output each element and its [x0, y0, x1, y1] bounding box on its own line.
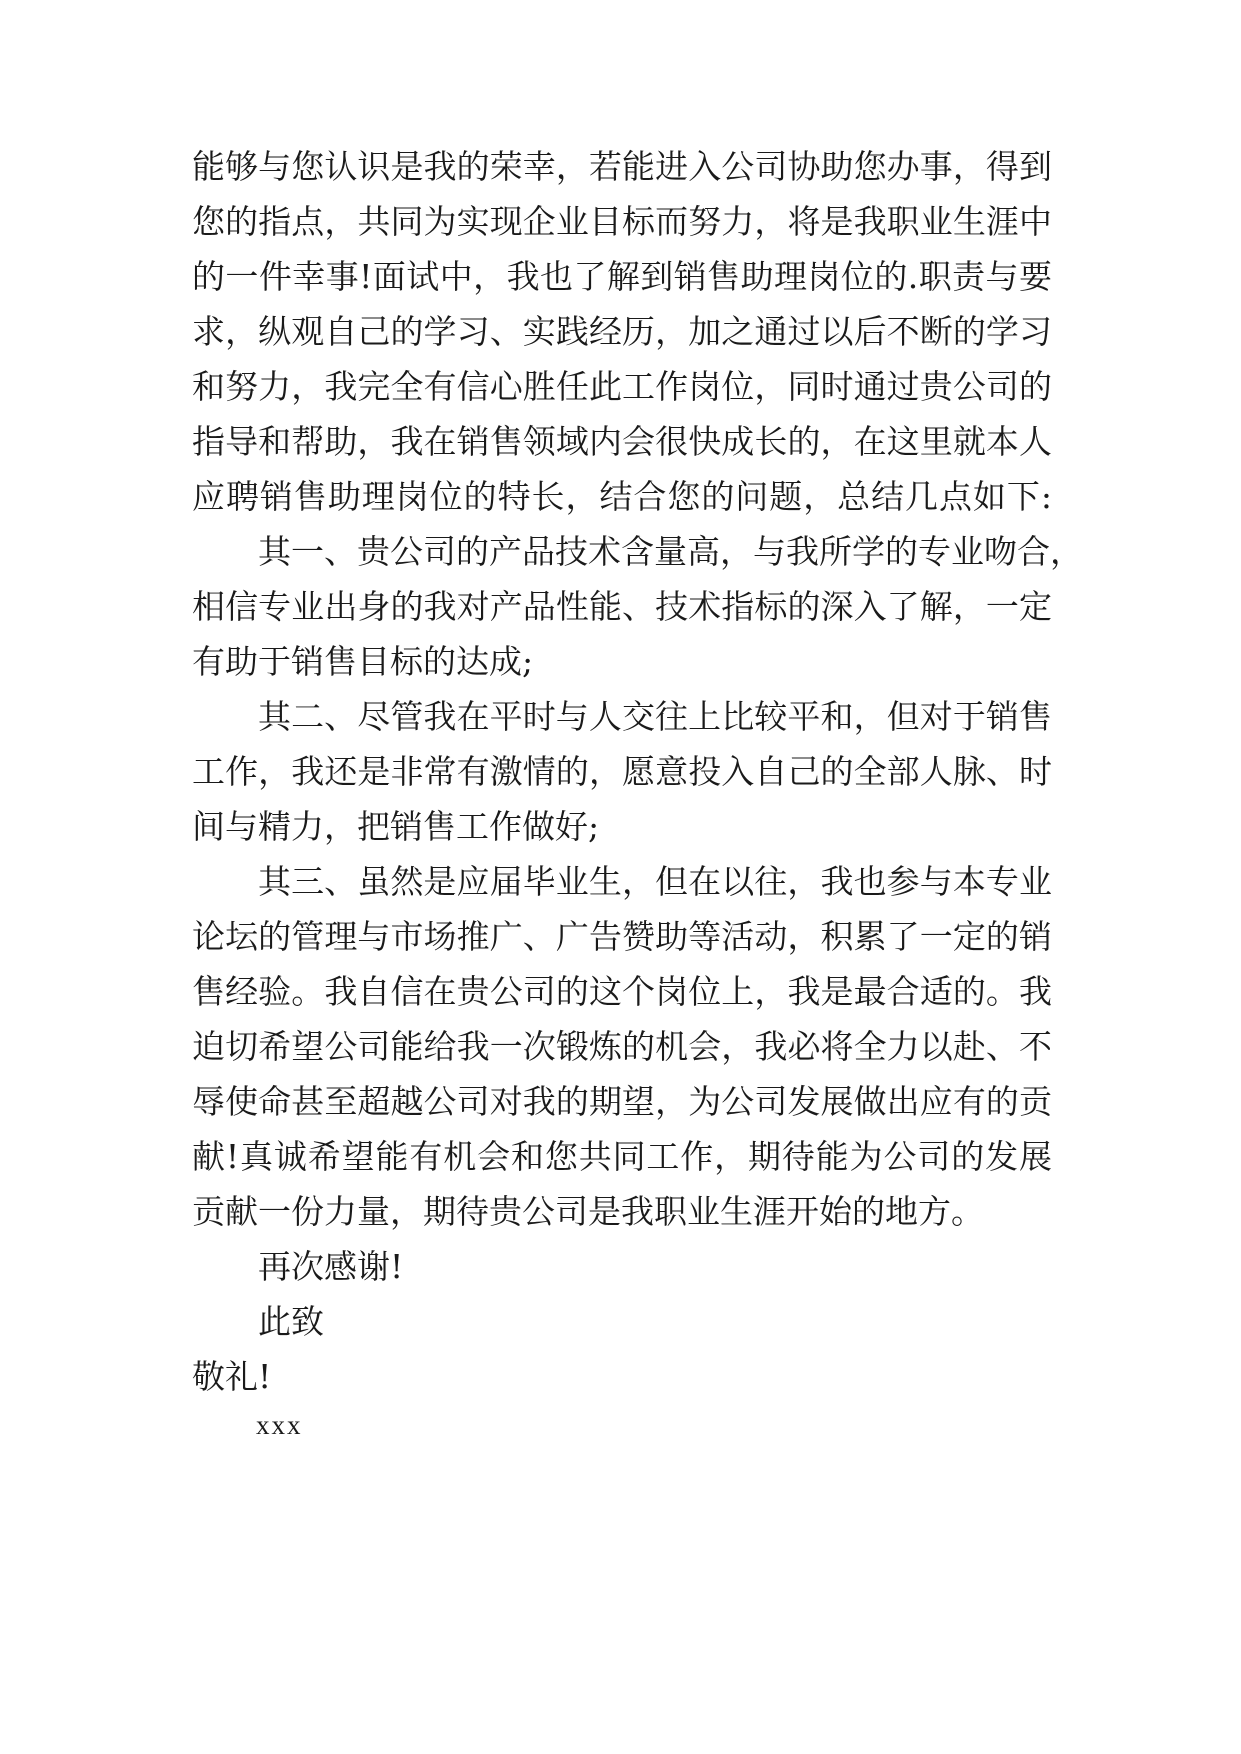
- body-line-3: 的一件幸事!面试中，我也了解到销售助理岗位的.职责与要: [192, 257, 1052, 296]
- point-one-line-1: 其一、贵公司的产品技术含量高，与我所学的专业吻合，: [258, 532, 1083, 571]
- body-line-1: 能够与您认识是我的荣幸，若能进入公司协助您办事，得到: [192, 147, 1052, 186]
- body-line-4: 求，纵观自己的学习、实践经历，加之通过以后不断的学习: [192, 312, 1052, 351]
- closing-cizhi: 此致: [258, 1302, 324, 1341]
- point-three-line-1: 其三、虽然是应届毕业生，但在以往，我也参与本专业: [258, 862, 1052, 901]
- point-three-line-7: 贡献一份力量，期待贵公司是我职业生涯开始的地方。: [192, 1192, 984, 1231]
- point-three-line-3: 售经验。我自信在贵公司的这个岗位上，我是最合适的。我: [192, 972, 1052, 1011]
- point-three-line-4: 迫切希望公司能给我一次锻炼的机会，我必将全力以赴、不: [192, 1027, 1052, 1066]
- closing-jingli: 敬礼!: [192, 1357, 272, 1396]
- point-two-line-1: 其二、尽管我在平时与人交往上比较平和，但对于销售: [258, 697, 1052, 736]
- point-one-line-2: 相信专业出身的我对产品性能、技术指标的深入了解，一定: [192, 587, 1052, 626]
- point-two-line-3: 间与精力，把销售工作做好;: [192, 807, 600, 846]
- thanks-line: 再次感谢!: [258, 1247, 404, 1286]
- body-line-6: 指导和帮助，我在销售领域内会很快成长的，在这里就本人: [192, 422, 1052, 461]
- point-three-line-2: 论坛的管理与市场推广、广告赞助等活动，积累了一定的销: [192, 917, 1052, 956]
- body-line-5: 和努力，我完全有信心胜任此工作岗位，同时通过贵公司的: [192, 367, 1052, 406]
- body-line-7: 应聘销售助理岗位的特长，结合您的问题，总结几点如下:: [192, 477, 1052, 516]
- signature: xxx: [256, 1410, 303, 1440]
- point-one-line-3: 有助于销售目标的达成;: [192, 642, 534, 681]
- point-three-line-6: 献!真诚希望能有机会和您共同工作，期待能为公司的发展: [192, 1137, 1052, 1176]
- point-three-line-5: 辱使命甚至超越公司对我的期望，为公司发展做出应有的贡: [192, 1082, 1052, 1121]
- point-two-line-2: 工作，我还是非常有激情的，愿意投入自己的全部人脉、时: [192, 752, 1052, 791]
- body-line-2: 您的指点，共同为实现企业目标而努力，将是我职业生涯中: [192, 202, 1052, 241]
